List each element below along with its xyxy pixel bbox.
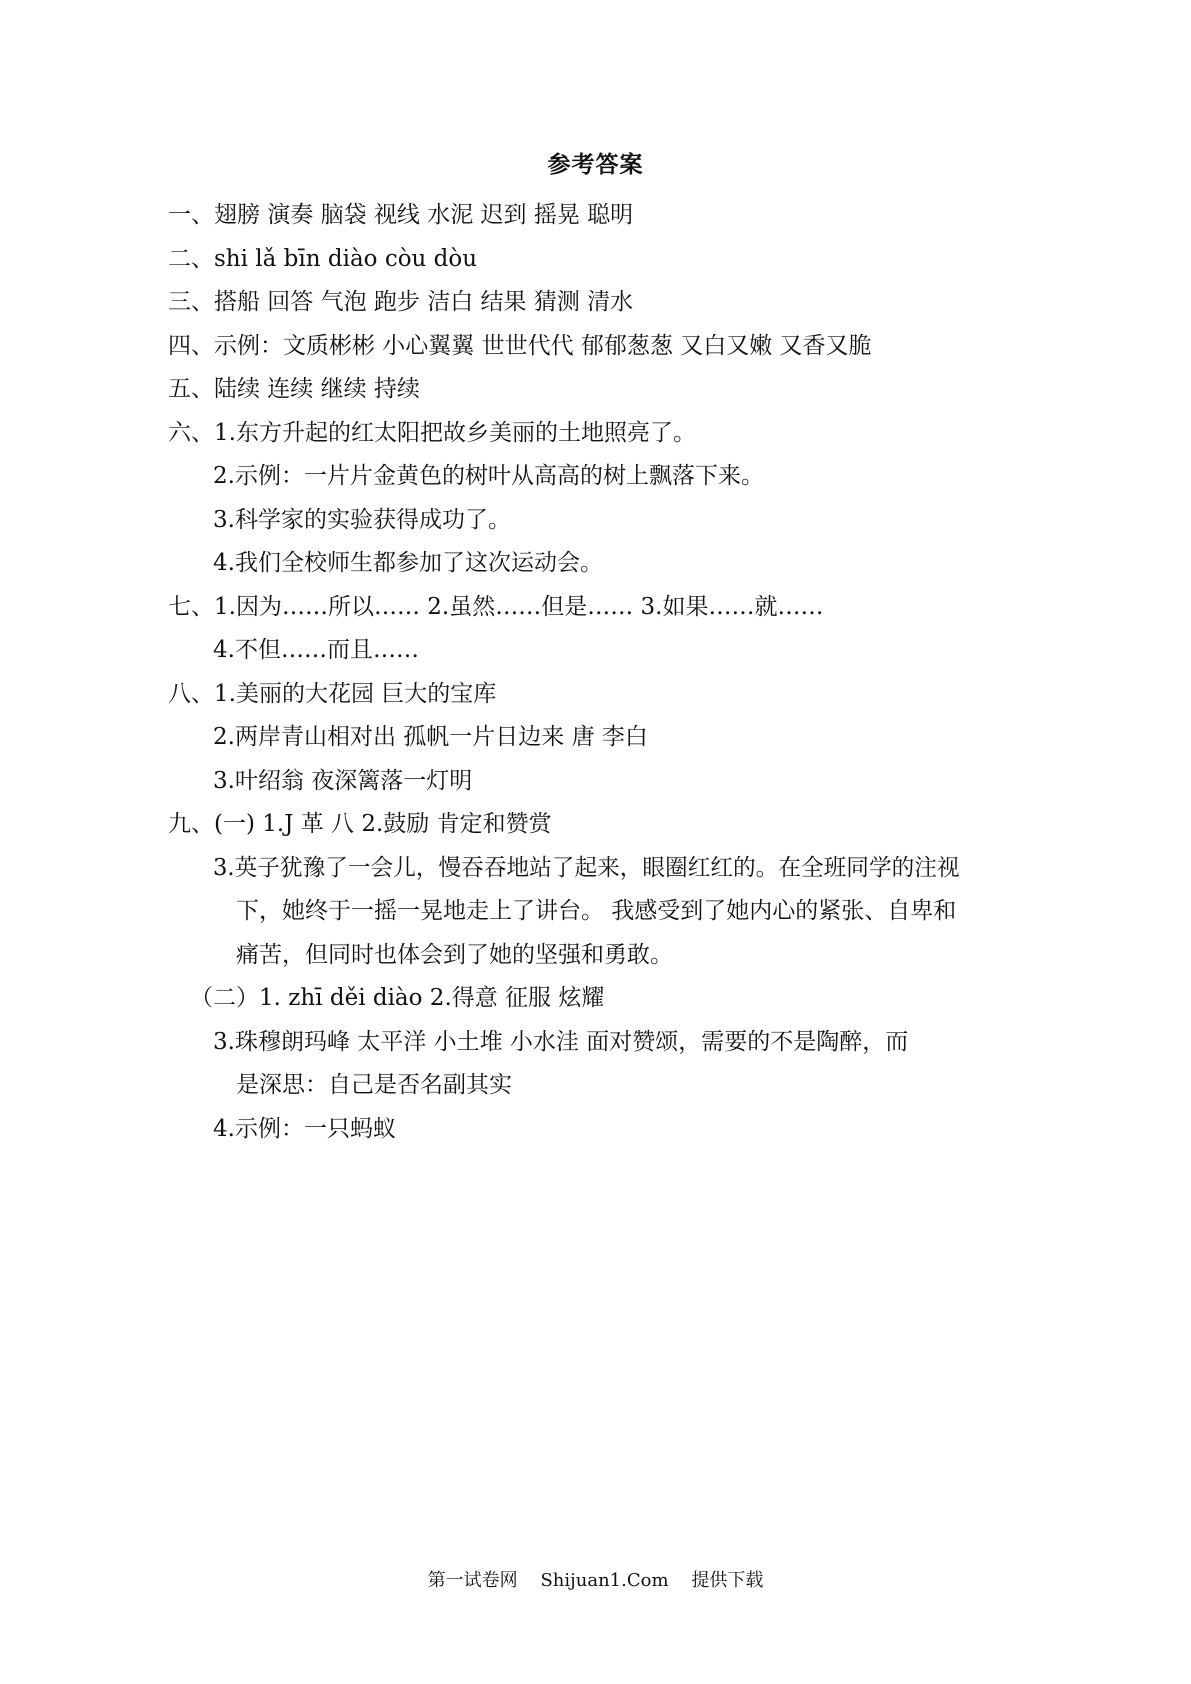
answer-line-12: 八、1.美丽的大花园 巨大的宝库: [168, 681, 497, 707]
answer-line-13: 2.两岸青山相对出 孤帆一片日边来 唐 李白: [213, 724, 648, 750]
answer-line-1: 一、翅膀 演奏 脑袋 视线 水泥 迟到 摇晃 聪明: [168, 202, 634, 228]
answer-line-19: （二）1. zhī děi diào 2.得意 征服 炫耀: [190, 985, 605, 1011]
answer-line-6: 六、1.东方升起的红太阳把故乡美丽的土地照亮了。: [168, 420, 696, 446]
answer-line-15: 九、(一) 1.J 革 八 2.鼓励 肯定和赞赏: [168, 811, 552, 837]
answer-line-18: 痛苦，但同时也体会到了她的坚强和勇敢。: [236, 942, 673, 968]
answer-line-21: 是深思：自己是否名副其实: [236, 1072, 512, 1098]
answer-line-10: 七、1.因为……所以…… 2.虽然……但是…… 3.如果……就……: [168, 594, 824, 620]
page-footer: 第一试卷网 Shijuan1.Com 提供下载: [427, 1570, 764, 1591]
answer-line-16: 3.英子犹豫了一会儿，慢吞吞地站了起来，眼圈红红的。在全班同学的注视: [213, 855, 960, 881]
answer-line-11: 4.不但……而且……: [213, 637, 419, 663]
page-title: 参考答案: [547, 152, 644, 178]
answer-line-14: 3.叶绍翁 夜深篱落一灯明: [213, 768, 473, 794]
answer-line-2: 二、shi lǎ bīn diào còu dòu: [168, 246, 478, 272]
answer-line-20: 3.珠穆朗玛峰 太平洋 小土堆 小水洼 面对赞颂，需要的不是陶醉，而: [213, 1029, 909, 1055]
answer-line-5: 五、陆续 连续 继续 持续: [168, 376, 420, 402]
answer-line-3: 三、搭船 回答 气泡 跑步 洁白 结果 猜测 清水: [168, 289, 634, 315]
answer-line-8: 3.科学家的实验获得成功了。: [213, 507, 511, 533]
answer-line-9: 4.我们全校师生都参加了这次运动会。: [213, 550, 603, 576]
answer-line-22: 4.示例：一只蚂蚁: [213, 1116, 396, 1142]
answer-line-17: 下，她终于一摇一晃地走上了讲台。 我感受到了她内心的紧张、自卑和: [236, 898, 957, 924]
answer-line-7: 2.示例：一片片金黄色的树叶从高高的树上飘落下来。: [213, 463, 764, 489]
answer-line-4: 四、示例：文质彬彬 小心翼翼 世世代代 郁郁葱葱 又白又嫩 又香又脆: [168, 333, 872, 359]
